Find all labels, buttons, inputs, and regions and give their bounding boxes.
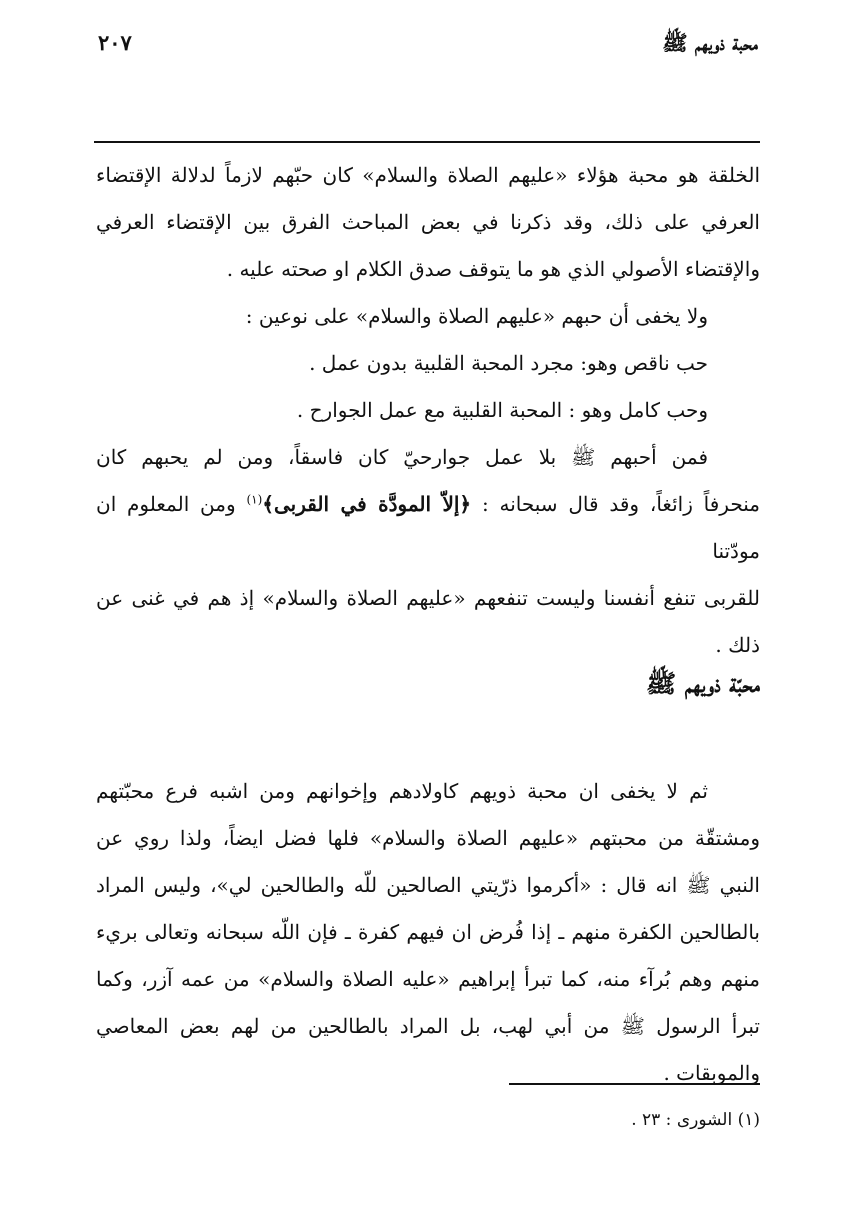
text-line: وحب كامل وهو : المحبة القلبية مع عمل الجوارح .	[296, 398, 708, 422]
text-line: حب ناقص وهو: مجرد المحبة القلبية بدون عمل .	[309, 351, 708, 375]
footnote-rule	[509, 1083, 760, 1085]
body-text-block-2	[96, 768, 760, 1097]
text-line: للقربى تنفع أنفسنا وليست تنفعهم «عليهم الصلاة والسلام» إذ هم في غنى عن	[96, 586, 760, 610]
footnote: (١) الشورى : ٢٣ .	[631, 1110, 760, 1130]
text-line: ثم لا يخفى ان محبة ذويهم كاولادهم وإخوانهم ومن اشبه فرع محبّتهم	[96, 779, 708, 803]
running-title: محبة ذويهم ﷺ	[662, 30, 758, 55]
header-rule	[94, 141, 760, 143]
quran-verse: ﴿إلاّ المودَّة في القربى﴾	[262, 492, 472, 516]
running-head	[98, 30, 758, 66]
text-line: منهم وهم بُرآء منه، كما تبرأ إبراهيم «عليه الصلاة والسلام» من عمه آزر، وكما	[96, 967, 760, 991]
text-line: تبرأ الرسول ﷺ من أبي لهب، بل المراد بالطالحين من لهم بعض المعاصي	[96, 1014, 760, 1038]
text-line: ذلك .	[715, 633, 760, 657]
text-line: والموبقات .	[663, 1061, 760, 1085]
text-line: ولا يخفى أن حبهم «عليهم الصلاة والسلام» على نوعين :	[245, 304, 708, 328]
text-line: الخلقة هو محبة هؤلاء «عليهم الصلاة والسلام» كان حبّهم لازماً لدلالة الإقتضاء	[96, 163, 760, 187]
text-line: والإقتضاء الأصولي الذي هو ما يتوقف صدق الكلام او صحته عليه .	[226, 257, 760, 281]
verse-continuation: ومن المعلوم ان مودّتنا	[96, 492, 760, 563]
text-line: العرفي على ذلك، وقد ذكرنا في بعض المباحث الفرق بين الإقتضاء العرفي	[96, 210, 760, 234]
text-line: النبي ﷺ انه قال : «أكرموا ذرّيتي الصالحين للّه والطالحين لي»، وليس المراد	[96, 873, 760, 897]
footnote-marker[interactable]: (١)	[246, 492, 263, 507]
text-line: فمن أحبهم ﷺ بلا عمل جوارحيّ كان فاسقاً، ومن لم يحبهم كان	[96, 445, 708, 469]
section-heading: محبّة ذويهم ﷺ	[645, 669, 760, 698]
page-number: ٢٠٧	[98, 30, 132, 55]
body-text-block-1	[96, 152, 760, 669]
verse-intro: منحرفاً زائغاً، وقد قال سبحانه :	[481, 492, 761, 516]
text-line: بالطالحين الكفرة منهم ـ إذا فُرض ان فيهم كفرة ـ فإن اللّه سبحانه وتعالى بريء	[96, 920, 760, 944]
text-line-with-verse	[96, 481, 760, 575]
text-line: ومشتقّة من محبتهم «عليهم الصلاة والسلام» فلها فضل ايضاً، ولذا روي عن	[96, 826, 760, 850]
